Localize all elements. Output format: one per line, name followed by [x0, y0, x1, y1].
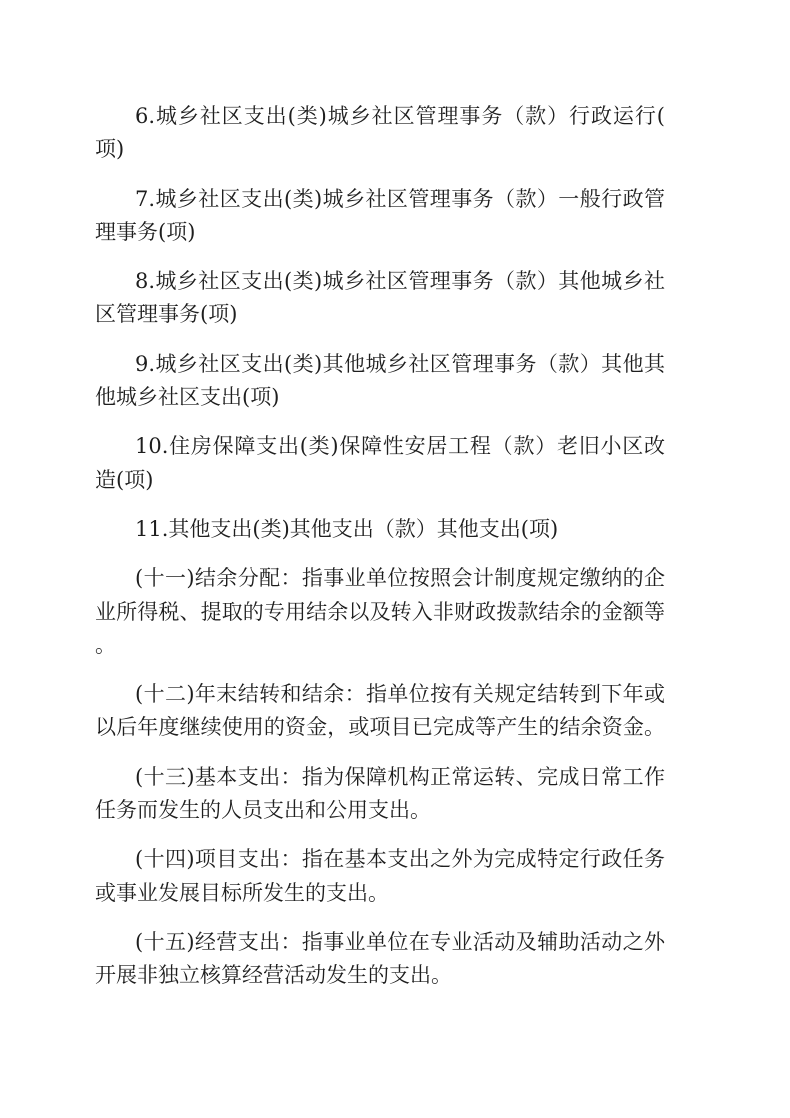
paragraph-year-end-carryover	[95, 678, 665, 745]
text-line: 9.城乡社区支出(类)其他城乡社区管理事务（款）其他其	[135, 351, 665, 376]
text-line: (十五)经营支出：指事业单位在专业活动及辅助活动之外	[135, 929, 665, 954]
text-line: 理事务(项)	[95, 219, 196, 244]
text-line: 业所得税、提取的专用结余以及转入非财政拨款结余的金额等	[95, 599, 665, 624]
paragraph-operating-expenditure	[95, 926, 665, 993]
text-line: (十一)结余分配：指事业单位按照会计制度规定缴纳的企	[135, 566, 665, 591]
text-line: 。	[95, 632, 116, 657]
text-line: 11.其他支出(类)其他支出（款）其他支出(项)	[135, 516, 559, 541]
paragraph-item-9	[95, 348, 665, 415]
paragraph-item-10	[95, 430, 665, 497]
text-line: 项)	[95, 137, 125, 162]
paragraph-surplus-distribution	[95, 562, 665, 662]
text-line: 6.城乡社区支出(类)城乡社区管理事务（款）行政运行(	[135, 104, 665, 128]
text-line: 任务而发生的人员支出和公用支出。	[95, 798, 431, 823]
paragraph-item-7	[95, 183, 665, 250]
text-line: 10.住房保障支出(类)保障性安居工程（款）老旧小区改	[135, 434, 665, 459]
text-line: (十三)基本支出：指为保障机构正常运转、完成日常工作	[135, 764, 665, 789]
text-line: 7.城乡社区支出(类)城乡社区管理事务（款）一般行政管	[135, 186, 665, 211]
text-line: (十二)年末结转和结余：指单位按有关规定结转到下年或	[135, 682, 665, 707]
paragraph-basic-expenditure	[95, 761, 665, 828]
text-line: 开展非独立核算经营活动发生的支出。	[95, 963, 452, 988]
text-line: (十四)项目支出：指在基本支出之外为完成特定行政任务	[135, 847, 665, 872]
text-line: 他城乡社区支出(项)	[95, 385, 280, 410]
paragraph-item-6	[95, 100, 665, 167]
text-line: 区管理事务(项)	[95, 302, 238, 327]
text-line: 以后年度继续使用的资金，或项目已完成等产生的结余资金。	[95, 715, 665, 740]
paragraph-item-8	[95, 265, 665, 332]
paragraph-project-expenditure	[95, 843, 665, 910]
text-line: 或事业发展目标所发生的支出。	[95, 880, 389, 905]
text-line: 8.城乡社区支出(类)城乡社区管理事务（款）其他城乡社	[135, 269, 665, 294]
text-line: 造(项)	[95, 467, 154, 492]
paragraph-item-11	[95, 513, 665, 546]
